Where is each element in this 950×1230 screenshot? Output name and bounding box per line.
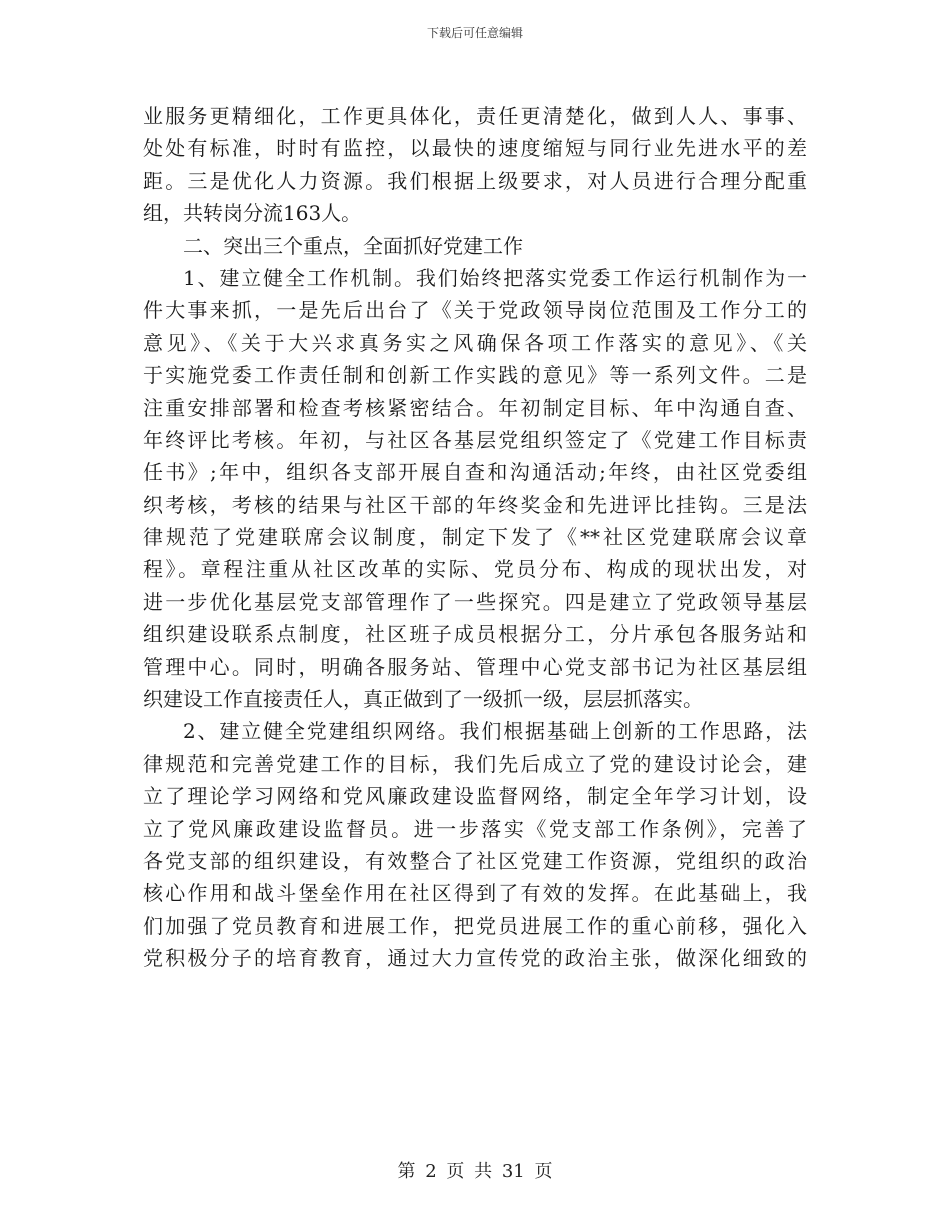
text-line: 律规范和完善党建工作的目标，我们先后成立了党的建设讨论会，建 [143,751,807,776]
text-line: 律规范了党建联席会议制度，制定下发了《**社区党建联席会议章 [143,525,807,550]
text-line: 于实施党委工作责任制和创新工作实践的意见》等一系列文件。二是 [143,363,807,388]
text-line: 立了理论学习网络和党风廉政建设监督网络，制定全年学习计划，设 [143,784,807,809]
section-heading: 二、突出三个重点，全面抓好党建工作 [183,233,523,258]
text-line: 组织建设联系点制度，社区班子成员根据分工，分片承包各服务站和 [143,622,807,647]
page-header: 下载后可任意编辑 [426,26,523,40]
text-line: 任书》;年中，组织各支部开展自查和沟通活动;年终，由社区党委组 [143,460,807,485]
text-line: 组，共转岗分流163人。 [143,201,362,226]
text-line: 各党支部的组织建设，有效整合了社区党建工作资源，党组织的政治 [143,848,807,873]
text-line: 程》。章程注重从社区改革的实际、党员分布、构成的现状出发，对 [143,557,807,582]
text-line: 立了党风廉政建设监督员。进一步落实《党支部工作条例》，完善了 [143,816,807,841]
text-line: 业服务更精细化，工作更具体化，责任更清楚化，做到人人、事事、 [143,104,807,128]
document-body [143,100,807,975]
text-line: 核心作用和战斗堡垒作用在社区得到了有效的发挥。在此基础上，我 [143,881,807,906]
text-line: 们加强了党员教育和进展工作，把党员进展工作的重心前移，强化入 [143,913,807,938]
text-line: 件大事来抓，一是先后出台了《关于党政领导岗位范围及工作分工的 [143,298,807,323]
text-line: 管理中心。同时，明确各服务站、管理中心党支部书记为社区基层组 [143,654,807,679]
text-line: 1、建立健全工作机制。我们始终把落实党委工作运行机制作为一 [183,265,807,290]
text-line: 党积极分子的培育教育，通过大力宣传党的政治主张，做深化细致的 [143,946,807,971]
text-line: 意见》、《关于大兴求真务实之风确保各项工作落实的意见》、《关 [143,330,807,355]
text-line: 织建设工作直接责任人，真正做到了一级抓一级，层层抓落实。 [143,687,703,712]
text-line: 距。三是优化人力资源。我们根据上级要求，对人员进行合理分配重 [143,168,807,193]
page-footer: 第 2 页 共 31 页 [397,1161,553,1182]
text-line: 织考核，考核的结果与社区干部的年终奖金和先进评比挂钩。三是法 [143,492,807,517]
text-line: 处处有标准，时时有监控，以最快的速度缩短与同行业先进水平的差 [143,136,807,161]
text-line: 2、建立健全党建组织网络。我们根据基础上创新的工作思路，法 [183,719,807,744]
text-line: 年终评比考核。年初，与社区各基层党组织签定了《党建工作目标责 [143,427,807,452]
text-line: 注重安排部署和检查考核紧密结合。年初制定目标、年中沟通自查、 [143,395,807,420]
text-line: 进一步优化基层党支部管理作了一些探究。四是建立了党政领导基层 [143,589,807,614]
